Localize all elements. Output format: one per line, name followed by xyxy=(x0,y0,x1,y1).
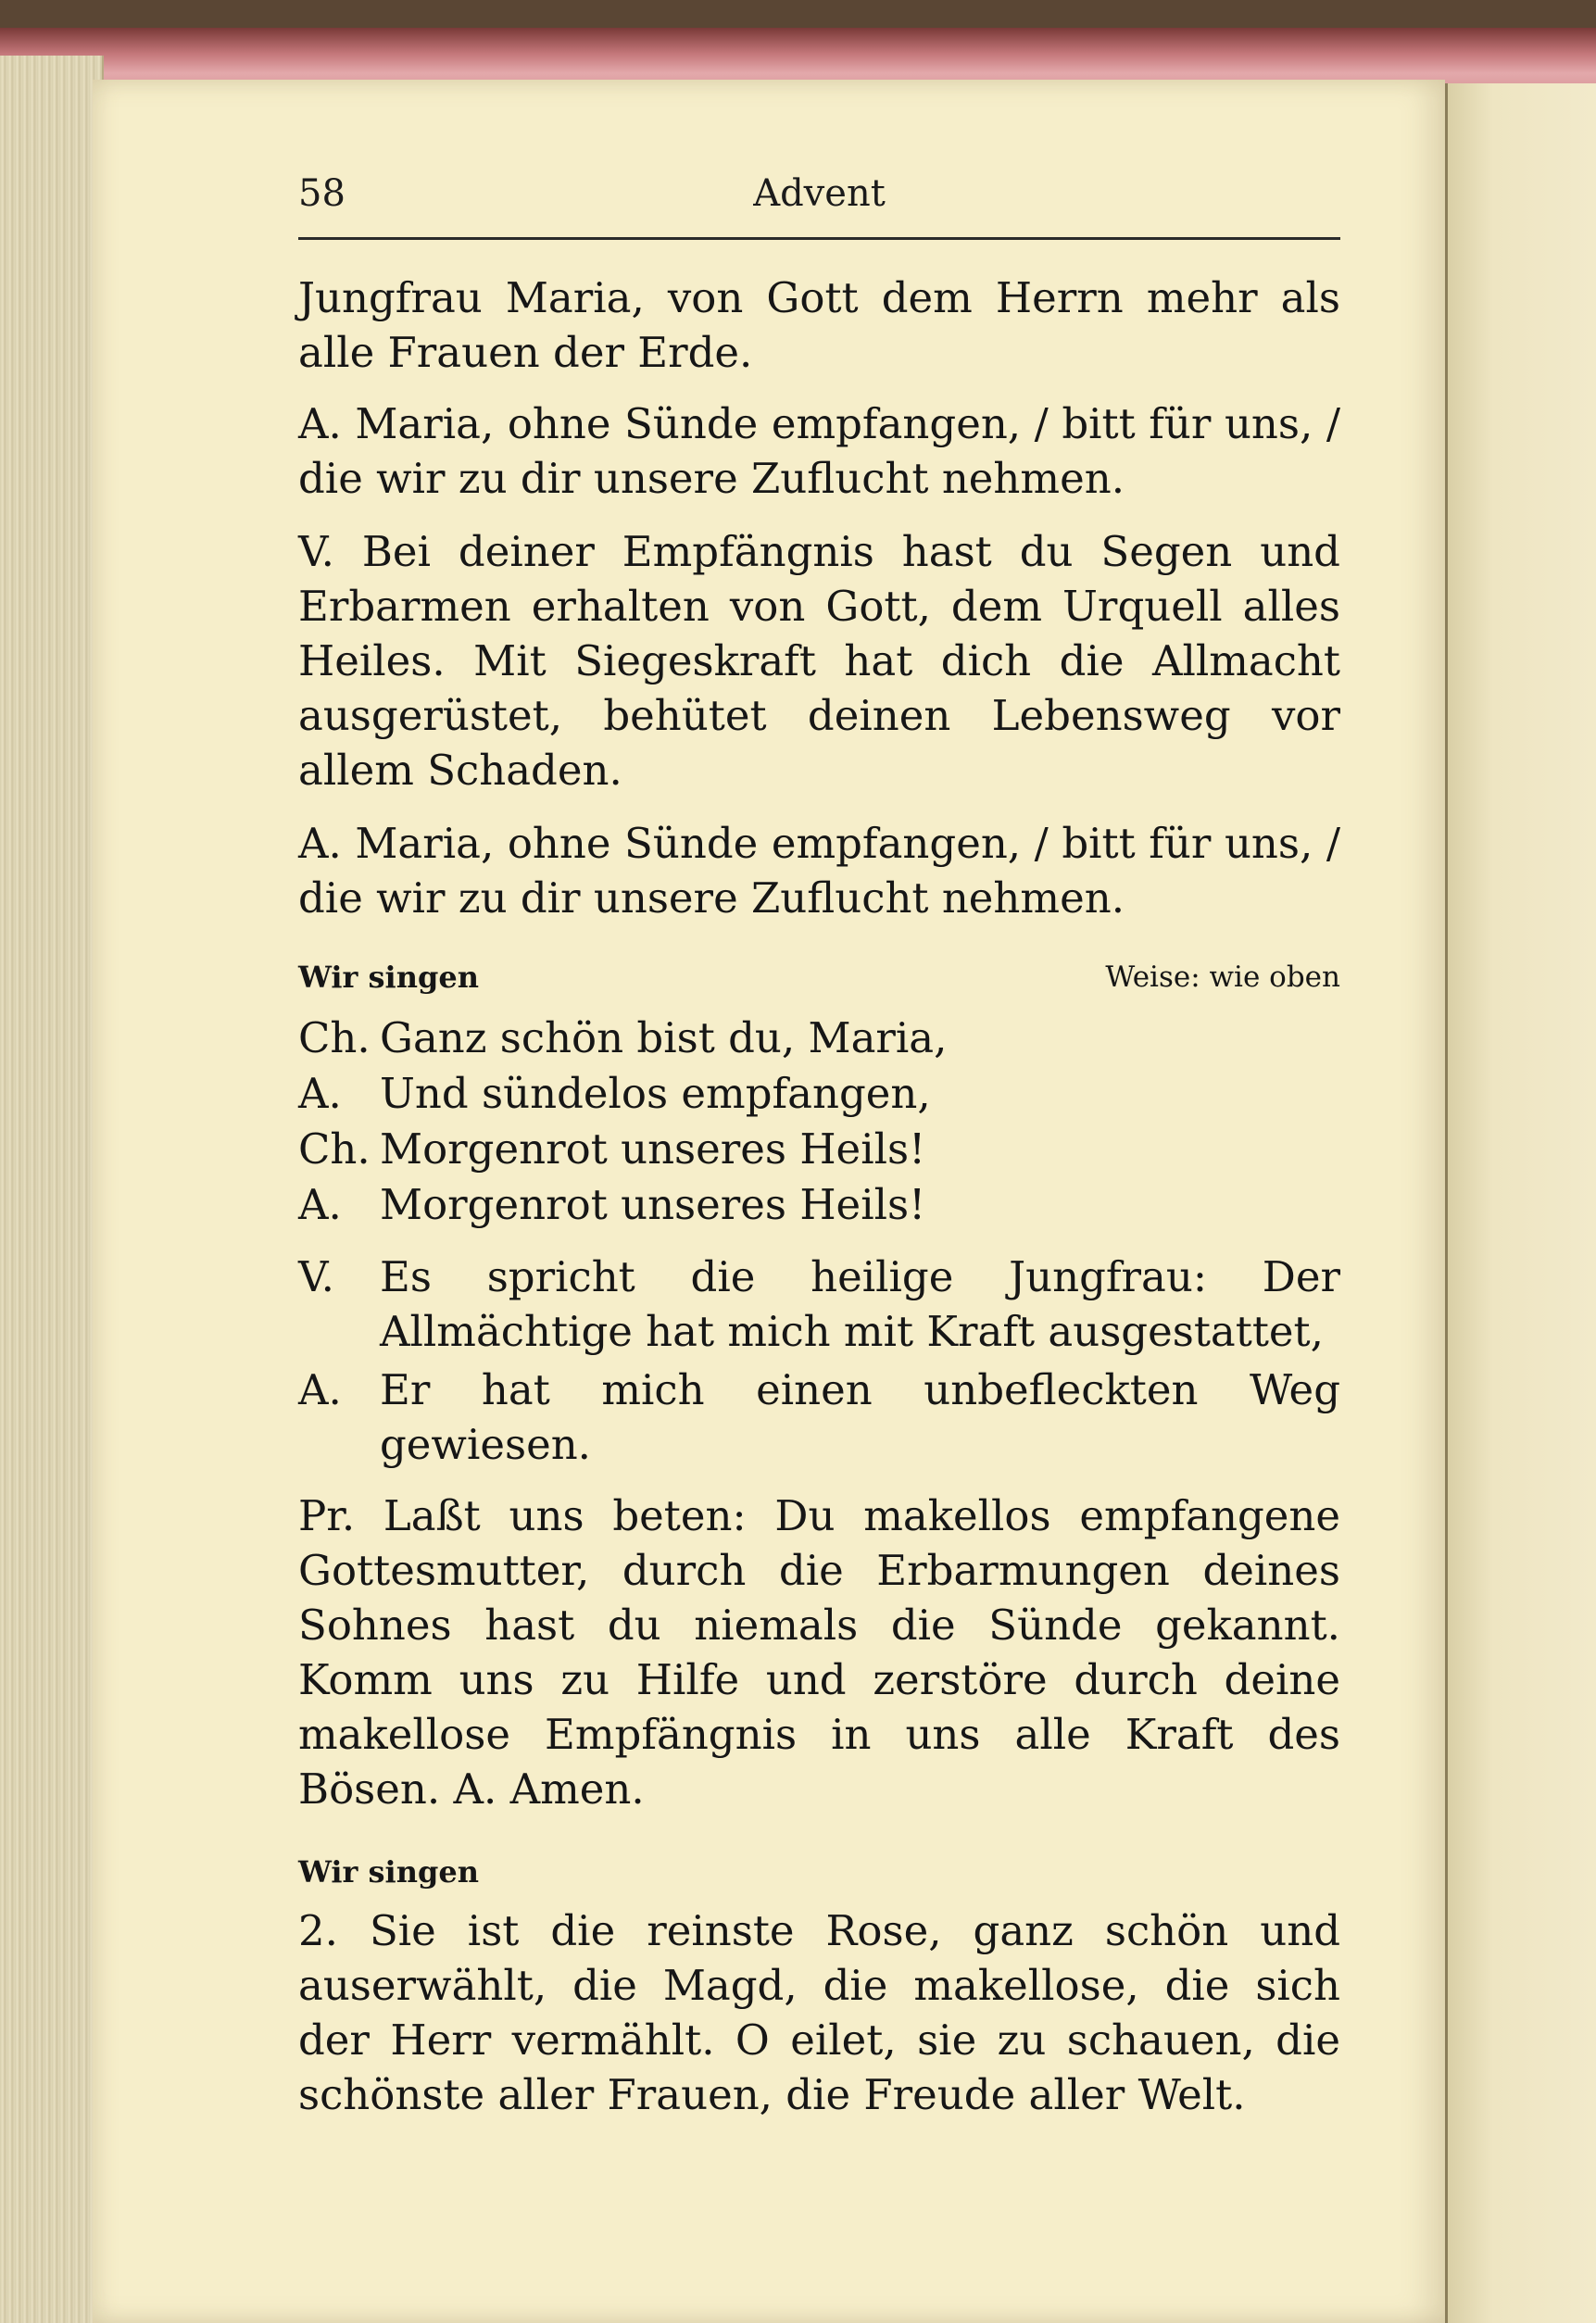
section-title: Advent xyxy=(753,172,886,215)
song-role: Ch. xyxy=(298,1013,371,1062)
versicle-paragraph: V. Bei deiner Empfängnis hast du Segen und Erbarmen erhalten von Gott, dem Urquell alles Heiles. Mit Siegeskraft hat dich die Allmacht ausgerüstet, behütet deinen Lebensweg vor allem Schaden. xyxy=(298,527,1340,795)
versicle xyxy=(298,1249,1340,1359)
adjacent-page-edge xyxy=(1445,83,1596,2323)
page-number: 58 xyxy=(298,172,346,215)
song-text: Morgenrot unseres Heils! xyxy=(380,1124,926,1174)
versicle-role: V. xyxy=(298,1252,334,1301)
hymn-heading xyxy=(298,959,1340,996)
versicle-text: Es spricht die heilige Jungfrau: Der Allmächtige hat mich mit Kraft ausgestattet, xyxy=(380,1252,1340,1356)
hymn-heading-label: Wir singen xyxy=(298,1854,479,1890)
song-line xyxy=(298,1066,1340,1122)
song-line xyxy=(298,1122,1340,1177)
tune-note: Weise: wie oben xyxy=(1105,961,1340,994)
response-paragraph: A. Maria, ohne Sünde empfangen, / bitt für uns, / die wir zu dir unsere Zuflucht nehmen. xyxy=(298,399,1340,503)
header-rule xyxy=(298,237,1340,240)
song-role: A. xyxy=(298,1180,342,1229)
hymn-heading-label: Wir singen xyxy=(298,960,479,995)
song-line xyxy=(298,1177,1340,1233)
page-body xyxy=(298,270,1340,2141)
hymn-verse: 2. Sie ist die reinste Rose, ganz schön und auserwählt, die Magd, die makellose, die sich der Herr vermählt. O eilet, sie zu schauen, die schönste aller Frauen, die Freude aller Welt. xyxy=(298,1906,1340,2119)
song-line xyxy=(298,1011,1340,1066)
response-paragraph: A. Maria, ohne Sünde empfangen, / bitt für uns, / die wir zu dir unsere Zuflucht nehmen. xyxy=(298,819,1340,923)
song-text: Ganz schön bist du, Maria, xyxy=(380,1013,948,1062)
response-text: Er hat mich einen unbefleckten Weg gewiesen. xyxy=(380,1365,1340,1469)
response xyxy=(298,1362,1340,1472)
song-text: Morgenrot unseres Heils! xyxy=(380,1180,926,1229)
page-stack-edge xyxy=(0,56,104,2323)
paragraph: Jungfrau Maria, von Gott dem Herrn mehr als alle Frauen der Erde. xyxy=(298,273,1340,377)
prayer-paragraph: Pr. Laßt uns beten: Du makellos empfangene Gottesmutter, durch die Erbarmungen deines Sohnes hast du niemals die Sünde gekannt. Komm uns zu Hilfe und zerstöre durch deine makellose Empfängnis in uns alle Kraft des Bösen. A. Amen. xyxy=(298,1491,1340,1814)
song-text: Und sündelos empfangen, xyxy=(380,1069,931,1118)
song-role: Ch. xyxy=(298,1124,371,1174)
response-role: A. xyxy=(298,1365,342,1414)
song-role: A. xyxy=(298,1069,342,1118)
running-header xyxy=(298,172,1340,237)
